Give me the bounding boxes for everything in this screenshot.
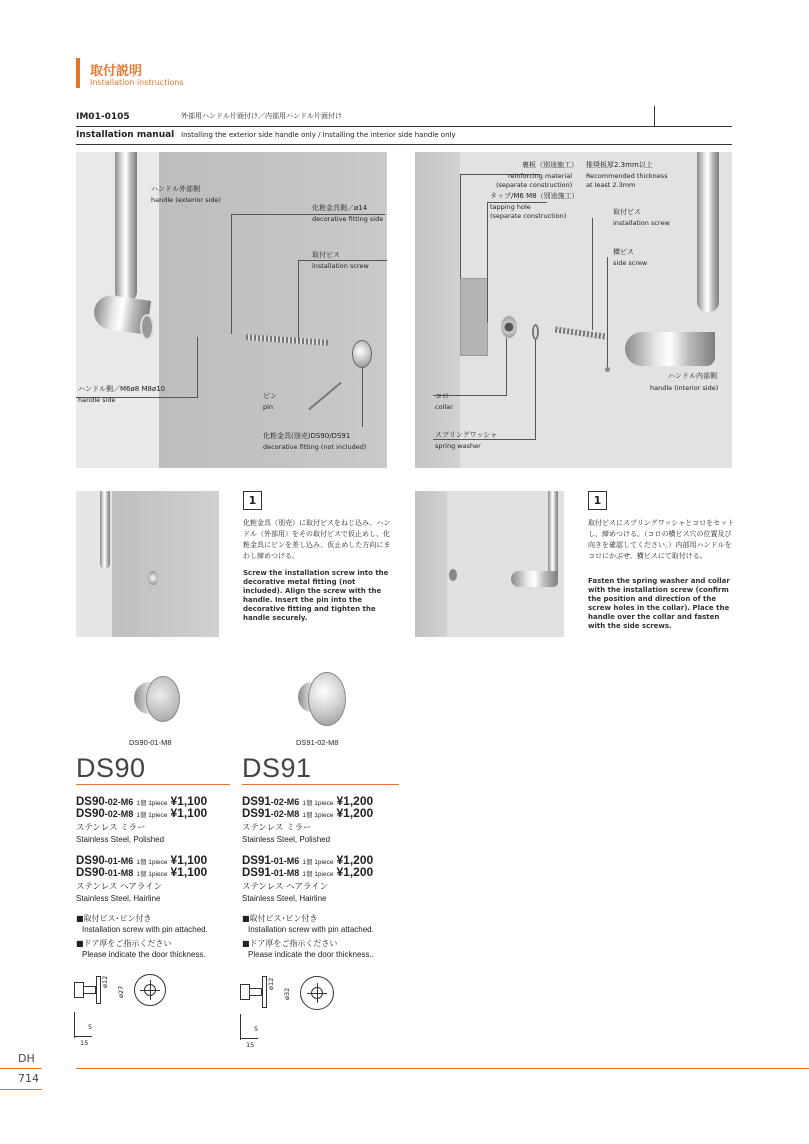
subheader-code: IM01-0105 bbox=[76, 112, 130, 122]
step1-exterior-photo bbox=[76, 491, 219, 637]
ds91-note2-en: Please indicate the door thickness.. bbox=[248, 950, 374, 959]
ds90-product-photo bbox=[132, 676, 182, 726]
manual-label: Installation manual bbox=[76, 130, 175, 140]
installation-screw-right bbox=[555, 327, 605, 340]
ds90-finish-2-en: Stainless Steel, Hairline bbox=[76, 894, 161, 903]
step-left-number: 1 bbox=[243, 491, 262, 510]
code: DS91 bbox=[242, 808, 271, 820]
header-accent-bar bbox=[76, 58, 80, 88]
footer-rule-bottom bbox=[0, 1089, 42, 1090]
spring-washer bbox=[532, 324, 539, 340]
price: ¥1,200 bbox=[336, 865, 374, 879]
right-collar-en: collar bbox=[435, 403, 453, 411]
exterior-installation-diagram bbox=[76, 152, 387, 468]
side-screw bbox=[605, 367, 610, 372]
leader-deco bbox=[362, 367, 363, 427]
right-side-screw-en: side screw bbox=[613, 259, 648, 267]
suffix: -02-M8 bbox=[270, 809, 300, 819]
ds90-dim-5: 5 bbox=[88, 1023, 93, 1031]
ds90-dim-d2: ø27 bbox=[117, 985, 125, 998]
step-right-ja: 取付ビスにスプリングワッシャとコロをセットし、締めつける。（コロの横ビス穴の位置及び向きを確認してください。）内部用ハンドルをコロにかぶせ、横ビスにて取付ける。 bbox=[588, 519, 735, 560]
left-pin-ja: ピン bbox=[263, 392, 277, 400]
right-tap-ja: タップ/M6 M8（別途施工） bbox=[490, 192, 579, 200]
ds90-note1-en: Installation screw with pin attached. bbox=[82, 925, 208, 934]
left-deco-side-en: decorative fitting side bbox=[312, 215, 384, 223]
ds91-dim-line-5 bbox=[240, 1014, 241, 1040]
left-screw-ja: 取付ビス bbox=[312, 251, 340, 259]
ds91-dim-bottom bbox=[240, 1038, 258, 1039]
step1-interior-photo bbox=[415, 491, 564, 637]
subheader-rule-2 bbox=[76, 144, 732, 145]
price: ¥1,100 bbox=[170, 794, 208, 808]
subheader-desc-ja: 外部用ハンドル片面付け／内部用ハンドル片面付け bbox=[181, 112, 342, 120]
subheader-rule-1 bbox=[76, 126, 732, 127]
decorative-fitting bbox=[352, 340, 372, 368]
leader-screw bbox=[298, 260, 387, 340]
left-handle-ja: ハンドル外部側 bbox=[151, 185, 200, 193]
suffix: -01-M6 bbox=[104, 856, 134, 866]
left-handle-side-ja: ハンドル側／M6ø8 M8ø10 bbox=[78, 385, 166, 393]
unit: 1個 1piece bbox=[136, 812, 168, 819]
code: DS91 bbox=[242, 855, 271, 867]
footer-section: DH bbox=[18, 1052, 35, 1065]
step1-interior-bend bbox=[511, 571, 558, 587]
ds90-knob-face bbox=[146, 676, 180, 722]
code: DS90 bbox=[76, 808, 105, 820]
page-subtitle: Installation instructions bbox=[90, 78, 184, 87]
price: ¥1,100 bbox=[170, 806, 208, 820]
ds91-stem bbox=[250, 988, 262, 996]
ds91-note1-en: Installation screw with pin attached. bbox=[248, 925, 374, 934]
suffix: -02-M6 bbox=[104, 797, 134, 807]
suffix: -01-M8 bbox=[104, 868, 134, 878]
ds91-finish-2-ja: ステンレス ヘアライン bbox=[242, 882, 329, 892]
interior-handle bbox=[697, 152, 719, 312]
exterior-handle bbox=[115, 152, 137, 302]
unit: 1個 1piece bbox=[302, 859, 334, 866]
ds91-photo-label: DS91-02-M8 bbox=[296, 738, 339, 747]
ds91-dim-d2: ø32 bbox=[283, 987, 291, 1000]
ds91-shank bbox=[240, 984, 250, 1000]
unit: 1個 1piece bbox=[136, 859, 168, 866]
right-reinforce-en2: (separate construction) bbox=[496, 181, 573, 189]
ds91-finish-1-en: Stainless Steel, Polished bbox=[242, 835, 331, 844]
suffix: -01-M8 bbox=[270, 868, 300, 878]
ds90-dimension-drawing bbox=[74, 972, 174, 1050]
step-right-number: 1 bbox=[588, 491, 607, 510]
right-reinforce-en1: reinforcing material bbox=[508, 172, 573, 180]
step1-handle bbox=[100, 491, 110, 569]
ds90-photo-label: DS90-01-M8 bbox=[129, 738, 172, 747]
ds91-rule bbox=[242, 784, 399, 785]
ds90-rule bbox=[76, 784, 230, 785]
ds91-line-4 bbox=[242, 866, 373, 881]
ds91-dim-15: 15 bbox=[246, 1041, 255, 1049]
right-collar-ja: コロ bbox=[435, 392, 449, 400]
ds90-model-name: DS90 bbox=[76, 753, 146, 783]
ds90-dim-d1: ø12 bbox=[101, 975, 109, 988]
ds91-finish-1-ja: ステンレス ミラー bbox=[242, 823, 312, 833]
step1-door bbox=[112, 491, 219, 637]
ds90-finish-2-ja: ステンレス ヘアライン bbox=[76, 882, 163, 892]
step1-fitting bbox=[148, 571, 158, 585]
leader-screw-right bbox=[592, 218, 593, 330]
left-deco-ja: 化粧金具(別売)DS90/DS91 bbox=[263, 432, 351, 440]
ds91-product-photo bbox=[296, 672, 348, 728]
right-tap-en1: tapping hole bbox=[490, 203, 531, 211]
code: DS90 bbox=[76, 867, 105, 879]
code: DS90 bbox=[76, 855, 105, 867]
ds90-dim-15: 15 bbox=[80, 1039, 89, 1047]
right-side-screw-ja: 横ビス bbox=[613, 248, 634, 256]
footer-rule-short bbox=[0, 1068, 42, 1069]
left-pin-en: pin bbox=[263, 403, 274, 411]
leader-side-screw bbox=[607, 257, 608, 367]
price: ¥1,200 bbox=[336, 806, 374, 820]
subheader-divider-v bbox=[654, 106, 655, 126]
ds90-note1-ja: ■取付ビス･ピン付き bbox=[76, 914, 152, 923]
ds90-line-4 bbox=[76, 866, 207, 881]
ds91-face-cross-v bbox=[317, 983, 318, 1003]
code: DS91 bbox=[242, 796, 271, 808]
unit: 1個 1piece bbox=[302, 800, 334, 807]
ds90-finish-1-ja: ステンレス ミラー bbox=[76, 823, 146, 833]
interior-handle-bend bbox=[625, 332, 715, 366]
left-deco-en: decorative fitting (not included) bbox=[263, 443, 367, 451]
suffix: -02-M8 bbox=[104, 809, 134, 819]
left-handle-side-en: handle side bbox=[78, 396, 116, 404]
subheader-desc-en: Installing the exterior side handle only / Installing the interior side handle only bbox=[181, 131, 456, 139]
left-deco-side-ja: 化粧金具側／ø14 bbox=[312, 204, 368, 212]
ds90-dim-line-5 bbox=[74, 1012, 75, 1038]
unit: 1個 1piece bbox=[136, 800, 168, 807]
right-thickness-en1: Recommended thickness bbox=[586, 172, 668, 180]
step1-interior-handle bbox=[548, 491, 558, 579]
ds90-dim-bottom bbox=[74, 1036, 92, 1037]
ds90-line-2 bbox=[76, 807, 207, 822]
ds90-finish-1-en: Stainless Steel, Polished bbox=[76, 835, 165, 844]
code: DS91 bbox=[242, 867, 271, 879]
ds91-knob-face bbox=[308, 672, 346, 726]
right-reinforce-ja: 裏板（別途施工） bbox=[522, 161, 578, 169]
left-screw-en: installation screw bbox=[312, 262, 369, 270]
ds91-note1-ja: ■取付ビス･ピン付き bbox=[242, 914, 318, 923]
leader-tap bbox=[487, 202, 547, 322]
right-washer-ja: スプリングワッシャ bbox=[435, 431, 498, 439]
suffix: -01-M6 bbox=[270, 856, 300, 866]
right-washer-en: spring washer bbox=[435, 442, 481, 450]
price: ¥1,200 bbox=[336, 794, 374, 808]
ds91-note2-ja: ■ドア厚をご指示ください bbox=[242, 939, 338, 948]
suffix: -02-M6 bbox=[270, 797, 300, 807]
step1-collar bbox=[449, 569, 457, 581]
ds90-note2-ja: ■ドア厚をご指示ください bbox=[76, 939, 172, 948]
code: DS90 bbox=[76, 796, 105, 808]
right-screw-en: installation screw bbox=[613, 219, 670, 227]
right-thickness-ja: 推奨板厚2.3mm以上 bbox=[586, 161, 653, 169]
step1-door-right bbox=[415, 491, 447, 637]
price: ¥1,200 bbox=[336, 853, 374, 867]
page-title: 取付説明 bbox=[90, 64, 143, 79]
ds91-dim-5: 5 bbox=[254, 1025, 259, 1033]
left-handle-en: handle (exterior side) bbox=[151, 196, 222, 204]
unit: 1個 1piece bbox=[302, 871, 334, 878]
unit: 1個 1piece bbox=[136, 871, 168, 878]
leader-washer bbox=[433, 340, 536, 440]
ds90-shank bbox=[74, 982, 84, 998]
price: ¥1,100 bbox=[170, 865, 208, 879]
right-screw-ja: 取付ビス bbox=[613, 208, 641, 216]
ds90-stem bbox=[84, 986, 96, 994]
ds90-face-cross-v bbox=[150, 980, 151, 1000]
footer-rule-long bbox=[76, 1068, 809, 1069]
right-handle-ja: ハンドル内部側 bbox=[668, 372, 717, 380]
right-handle-en: handle (interior side) bbox=[650, 384, 719, 392]
ds91-dimension-drawing bbox=[240, 972, 340, 1050]
step-right-en: Fasten the spring washer and collar with the installation screw (confirm the position and direction of the screw holes in the collar). Place the handle over the collar and fasten with the side screws. bbox=[588, 577, 730, 630]
right-thickness-en2: at least 2.3mm bbox=[586, 181, 636, 189]
price: ¥1,100 bbox=[170, 853, 208, 867]
step-left-ja: 化粧金具（別売）に取付ビスをねじ込み、ハンドル（外部用）をその取付ビスで仮止めし、化粧金具にピンを差し込み、仮止めした方向にまわし締めつける。 bbox=[243, 519, 391, 560]
step-left-en: Screw the installation screw into the decorative metal fitting (not included). Align the screw with the handle. Insert the pin into the decorative fitting and tighten the handle securely. bbox=[243, 569, 389, 622]
ds90-note2-en: Please indicate the door thickness. bbox=[82, 950, 206, 959]
ds91-dim-d1: ø12 bbox=[267, 977, 275, 990]
ds91-model-name: DS91 bbox=[242, 753, 312, 783]
right-tap-en2: (separate construction) bbox=[490, 212, 567, 220]
footer-page-number: 714 bbox=[18, 1072, 39, 1085]
ds91-line-2 bbox=[242, 807, 373, 822]
unit: 1個 1piece bbox=[302, 812, 334, 819]
ds91-finish-2-en: Stainless Steel, Hairline bbox=[242, 894, 327, 903]
